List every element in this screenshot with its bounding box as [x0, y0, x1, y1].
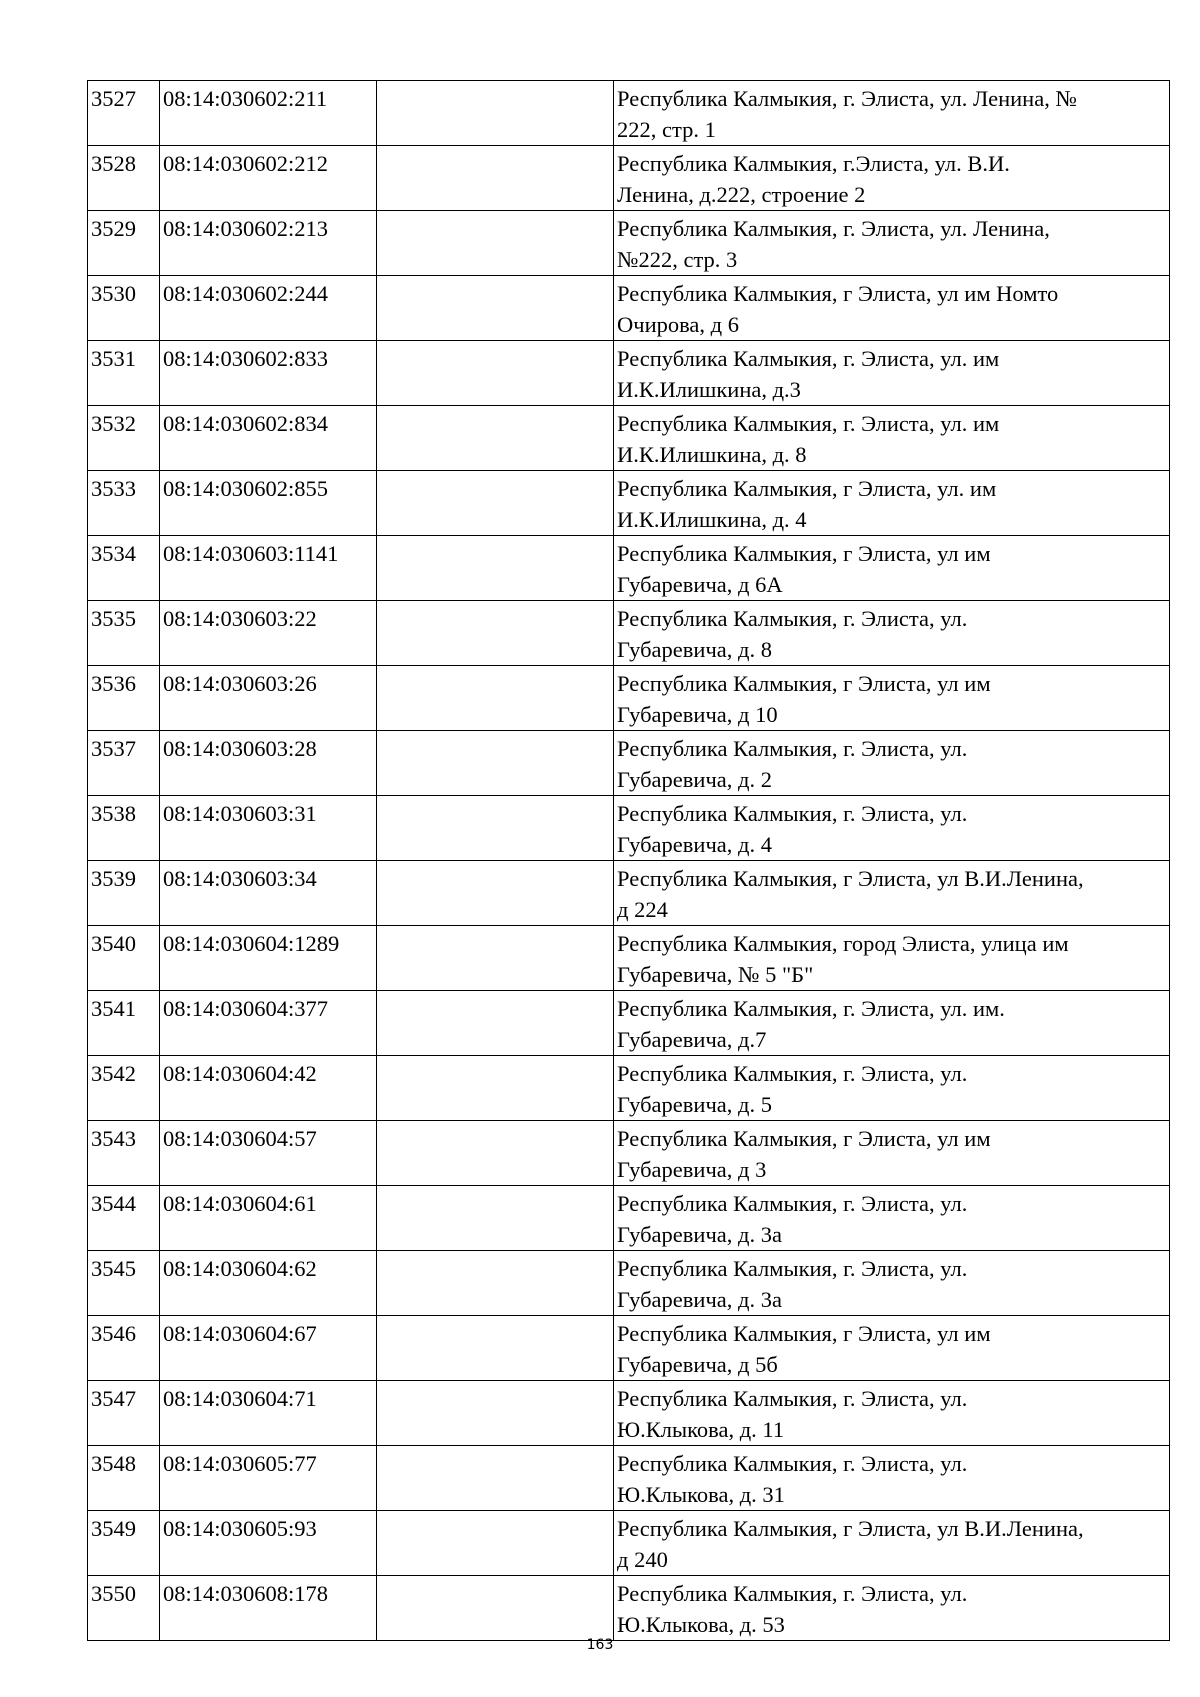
row-number-cell: 3529	[88, 211, 160, 276]
table-row	[88, 666, 1170, 731]
row-number-cell: 3537	[88, 731, 160, 796]
address-cell	[614, 1576, 1170, 1641]
address-line-1: Республика Калмыкия, г. Элиста, ул. Ленина,	[617, 216, 1050, 241]
address-line-2: Губаревича, № 5 "Б"	[617, 962, 814, 987]
address-line-1: Республика Калмыкия, г Элиста, ул им	[617, 541, 991, 566]
address-line-2: Губаревича, д. 2	[617, 767, 772, 792]
address-line-2: Губаревича, д. 3а	[617, 1287, 782, 1312]
address-line-2: 222, стр. 1	[617, 117, 716, 142]
table-row	[88, 276, 1170, 341]
cadastral-number-cell: 08:14:030602:244	[160, 276, 377, 341]
table-row	[88, 796, 1170, 861]
address-line-2: д 224	[617, 897, 668, 922]
row-number-cell: 3550	[88, 1576, 160, 1641]
address-cell	[614, 1251, 1170, 1316]
address-line-1: Республика Калмыкия, г Элиста, ул им Номто	[617, 281, 1059, 306]
cadastral-number-cell: 08:14:030602:212	[160, 146, 377, 211]
cadastral-number-cell: 08:14:030602:833	[160, 341, 377, 406]
table-row	[88, 146, 1170, 211]
row-number-cell: 3528	[88, 146, 160, 211]
address-cell	[614, 991, 1170, 1056]
address-line-2: Губаревича, д 6А	[617, 572, 783, 597]
row-number-cell: 3549	[88, 1511, 160, 1576]
address-line-1: Республика Калмыкия, г. Элиста, ул.	[617, 1256, 968, 1281]
cadastral-number-cell: 08:14:030604:1289	[160, 926, 377, 991]
empty-cell	[377, 471, 614, 536]
empty-cell	[377, 861, 614, 926]
address-cell	[614, 1446, 1170, 1511]
cadastral-number-cell: 08:14:030603:22	[160, 601, 377, 666]
address-cell	[614, 861, 1170, 926]
address-line-2: Губаревича, д. 3а	[617, 1222, 782, 1247]
table-row	[88, 1186, 1170, 1251]
table-row	[88, 731, 1170, 796]
table-row	[88, 861, 1170, 926]
table-row	[88, 926, 1170, 991]
cadastral-number-cell: 08:14:030604:61	[160, 1186, 377, 1251]
address-line-2: Ленина, д.222, строение 2	[617, 182, 866, 207]
address-line-1: Республика Калмыкия, г Элиста, ул им	[617, 671, 991, 696]
address-line-1: Республика Калмыкия, г Элиста, ул В.И.Ленина,	[617, 1516, 1084, 1541]
empty-cell	[377, 1186, 614, 1251]
cadastral-number-cell: 08:14:030602:855	[160, 471, 377, 536]
cadastral-number-cell: 08:14:030604:57	[160, 1121, 377, 1186]
address-line-1: Республика Калмыкия, г Элиста, ул. им	[617, 476, 997, 501]
row-number-cell: 3533	[88, 471, 160, 536]
address-line-2: И.К.Илишкина, д.3	[617, 377, 801, 402]
address-cell	[614, 1121, 1170, 1186]
registry-table-body	[88, 81, 1170, 1641]
table-row	[88, 1316, 1170, 1381]
address-line-1: Республика Калмыкия, г Элиста, ул им	[617, 1321, 991, 1346]
page-number: 163	[586, 1637, 614, 1653]
empty-cell	[377, 211, 614, 276]
row-number-cell: 3530	[88, 276, 160, 341]
empty-cell	[377, 276, 614, 341]
address-cell	[614, 926, 1170, 991]
address-cell	[614, 1381, 1170, 1446]
row-number-cell: 3534	[88, 536, 160, 601]
row-number-cell: 3536	[88, 666, 160, 731]
table-row	[88, 406, 1170, 471]
cadastral-number-cell: 08:14:030604:377	[160, 991, 377, 1056]
table-row	[88, 1121, 1170, 1186]
row-number-cell: 3532	[88, 406, 160, 471]
address-line-1: Республика Калмыкия, г. Элиста, ул.	[617, 1061, 968, 1086]
address-cell	[614, 211, 1170, 276]
address-cell	[614, 1316, 1170, 1381]
empty-cell	[377, 146, 614, 211]
empty-cell	[377, 601, 614, 666]
row-number-cell: 3548	[88, 1446, 160, 1511]
table-row	[88, 81, 1170, 146]
empty-cell	[377, 81, 614, 146]
address-line-1: Республика Калмыкия, г.Элиста, ул. В.И.	[617, 151, 1010, 176]
cadastral-number-cell: 08:14:030603:31	[160, 796, 377, 861]
address-cell	[614, 1056, 1170, 1121]
empty-cell	[377, 1511, 614, 1576]
empty-cell	[377, 1446, 614, 1511]
address-cell	[614, 341, 1170, 406]
address-line-1: Республика Калмыкия, г. Элиста, ул. Ленина, №	[617, 86, 1077, 111]
address-cell	[614, 731, 1170, 796]
empty-cell	[377, 1316, 614, 1381]
row-number-cell: 3544	[88, 1186, 160, 1251]
cadastral-number-cell: 08:14:030603:26	[160, 666, 377, 731]
address-line-1: Республика Калмыкия, г. Элиста, ул.	[617, 1386, 968, 1411]
address-line-2: д 240	[617, 1547, 668, 1572]
row-number-cell: 3546	[88, 1316, 160, 1381]
table-row	[88, 536, 1170, 601]
table-row	[88, 341, 1170, 406]
address-line-2: Ю.Клыкова, д. 11	[617, 1417, 785, 1442]
address-line-2: Губаревича, д. 4	[617, 832, 772, 857]
cadastral-number-cell: 08:14:030604:71	[160, 1381, 377, 1446]
table-row	[88, 1251, 1170, 1316]
row-number-cell: 3545	[88, 1251, 160, 1316]
address-line-1: Республика Калмыкия, город Элиста, улица им	[617, 931, 1069, 956]
table-row	[88, 471, 1170, 536]
address-cell	[614, 1186, 1170, 1251]
cadastral-number-cell: 08:14:030603:1141	[160, 536, 377, 601]
empty-cell	[377, 536, 614, 601]
address-cell	[614, 666, 1170, 731]
cadastral-number-cell: 08:14:030603:34	[160, 861, 377, 926]
cadastral-number-cell: 08:14:030604:42	[160, 1056, 377, 1121]
address-cell	[614, 536, 1170, 601]
row-number-cell: 3543	[88, 1121, 160, 1186]
row-number-cell: 3531	[88, 341, 160, 406]
table-row	[88, 1056, 1170, 1121]
empty-cell	[377, 1576, 614, 1641]
address-line-2: Губаревича, д 10	[617, 702, 778, 727]
address-line-2: Ю.Клыкова, д. 31	[617, 1482, 785, 1507]
empty-cell	[377, 1251, 614, 1316]
address-cell	[614, 406, 1170, 471]
address-line-2: Губаревича, д. 5	[617, 1092, 772, 1117]
cadastral-number-cell: 08:14:030604:62	[160, 1251, 377, 1316]
cadastral-number-cell: 08:14:030605:77	[160, 1446, 377, 1511]
address-line-2: И.К.Илишкина, д. 8	[617, 442, 807, 467]
address-line-1: Республика Калмыкия, г. Элиста, ул.	[617, 606, 968, 631]
row-number-cell: 3539	[88, 861, 160, 926]
table-row	[88, 601, 1170, 666]
address-line-1: Республика Калмыкия, г. Элиста, ул. им	[617, 346, 1000, 371]
cadastral-number-cell: 08:14:030605:93	[160, 1511, 377, 1576]
address-line-2: №222, стр. 3	[617, 247, 738, 272]
empty-cell	[377, 1121, 614, 1186]
cadastral-number-cell: 08:14:030603:28	[160, 731, 377, 796]
address-line-1: Республика Калмыкия, г. Элиста, ул.	[617, 1191, 968, 1216]
row-number-cell: 3547	[88, 1381, 160, 1446]
address-line-1: Республика Калмыкия, г. Элиста, ул. им	[617, 411, 1000, 436]
cadastral-number-cell: 08:14:030602:834	[160, 406, 377, 471]
empty-cell	[377, 731, 614, 796]
row-number-cell: 3542	[88, 1056, 160, 1121]
address-cell	[614, 1511, 1170, 1576]
address-line-1: Республика Калмыкия, г. Элиста, ул.	[617, 1581, 968, 1606]
address-line-2: Губаревича, д. 8	[617, 637, 772, 662]
address-line-2: И.К.Илишкина, д. 4	[617, 507, 807, 532]
row-number-cell: 3527	[88, 81, 160, 146]
address-line-1: Республика Калмыкия, г Элиста, ул В.И.Ленина,	[617, 866, 1084, 891]
empty-cell	[377, 341, 614, 406]
cadastral-number-cell: 08:14:030602:213	[160, 211, 377, 276]
address-cell	[614, 81, 1170, 146]
registry-table	[87, 80, 1170, 1641]
empty-cell	[377, 991, 614, 1056]
row-number-cell: 3540	[88, 926, 160, 991]
row-number-cell: 3535	[88, 601, 160, 666]
empty-cell	[377, 926, 614, 991]
table-row	[88, 1381, 1170, 1446]
empty-cell	[377, 796, 614, 861]
address-cell	[614, 276, 1170, 341]
table-row	[88, 1446, 1170, 1511]
address-line-2: Губаревича, д 3	[617, 1157, 767, 1182]
cadastral-number-cell: 08:14:030608:178	[160, 1576, 377, 1641]
empty-cell	[377, 666, 614, 731]
address-line-1: Республика Калмыкия, г. Элиста, ул. им.	[617, 996, 1005, 1021]
address-line-2: Очирова, д 6	[617, 312, 739, 337]
cadastral-number-cell: 08:14:030602:211	[160, 81, 377, 146]
address-cell	[614, 146, 1170, 211]
empty-cell	[377, 1381, 614, 1446]
table-row	[88, 1576, 1170, 1641]
address-cell	[614, 601, 1170, 666]
address-line-2: Губаревича, д 5б	[617, 1352, 778, 1377]
row-number-cell: 3538	[88, 796, 160, 861]
address-line-1: Республика Калмыкия, г. Элиста, ул.	[617, 736, 968, 761]
address-line-1: Республика Калмыкия, г. Элиста, ул.	[617, 801, 968, 826]
address-line-1: Республика Калмыкия, г. Элиста, ул.	[617, 1451, 968, 1476]
address-cell	[614, 471, 1170, 536]
empty-cell	[377, 1056, 614, 1121]
address-cell	[614, 796, 1170, 861]
table-row	[88, 1511, 1170, 1576]
empty-cell	[377, 406, 614, 471]
row-number-cell: 3541	[88, 991, 160, 1056]
address-line-2: Ю.Клыкова, д. 53	[617, 1612, 785, 1637]
table-row	[88, 211, 1170, 276]
address-line-2: Губаревича, д.7	[617, 1027, 767, 1052]
table-row	[88, 991, 1170, 1056]
cadastral-number-cell: 08:14:030604:67	[160, 1316, 377, 1381]
address-line-1: Республика Калмыкия, г Элиста, ул им	[617, 1126, 991, 1151]
